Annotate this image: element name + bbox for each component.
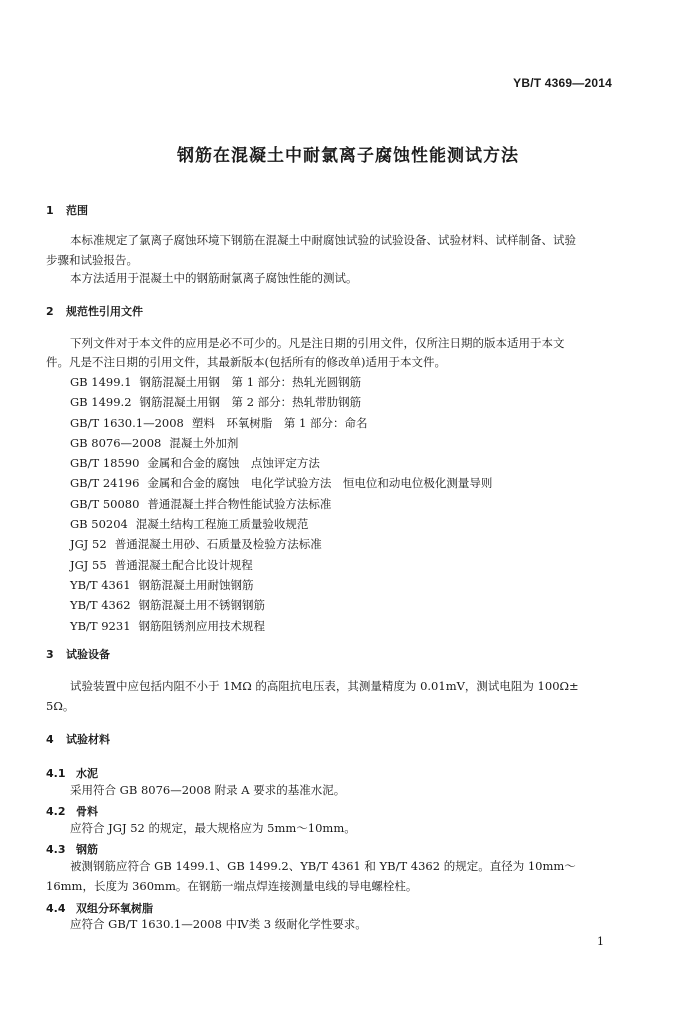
section-2-heading (46, 303, 143, 319)
section-2-intro-line-1: 下列文件对于本文件的应用是必不可少的。凡是注日期的引用文件，仅所注日期的版本适用于本文 (70, 336, 565, 350)
standard-code: YB/T 4369—2014 (513, 76, 612, 90)
reference-title: 普通混凝土用砂、石质量及检验方法标准 (114, 537, 322, 552)
reference-item (70, 616, 492, 636)
reference-item (70, 453, 492, 473)
subsection-4-1-text: 采用符合 GB 8076—2008 附录 A 要求的基准水泥。 (70, 783, 346, 797)
reference-code: GB/T 24196 (70, 476, 140, 491)
subsection-number: 4.4 (46, 902, 66, 915)
reference-title: 普通混凝土拌合物性能试验方法标准 (147, 496, 332, 511)
reference-item (70, 494, 492, 514)
document-title: 钢筋在混凝土中耐氯离子腐蚀性能测试方法 (177, 146, 519, 166)
subsection-4-3-text-line-2: 16mm，长度为 360mm。在钢筋一端点焊连接测量电线的导电螺栓柱。 (46, 879, 418, 893)
reference-title: 钢筋阻锈剂应用技术规程 (138, 618, 266, 633)
subsection-4-3-text-line-1: 被测钢筋应符合 GB 1499.1、GB 1499.2、YB/T 4361 和 YB/T 4362 的规定。直径为 10mm～ (70, 859, 576, 873)
subsection-title: 骨料 (76, 805, 98, 818)
reference-title: 金属和合金的腐蚀 点蚀评定方法 (147, 456, 320, 471)
reference-title: 金属和合金的腐蚀 电化学试验方法 恒电位和动电位极化测量导则 (147, 476, 493, 491)
reference-item (70, 555, 492, 575)
reference-item (70, 534, 492, 554)
reference-code: YB/T 9231 (70, 618, 131, 633)
reference-title: 钢筋混凝土用不锈钢钢筋 (138, 598, 266, 613)
reference-code: YB/T 4361 (70, 577, 131, 592)
section-title: 试验材料 (66, 733, 110, 746)
section-3-para-line-1: 试验装置中应包括内阻不小于 1MΩ 的高阻抗电压表，其测量精度为 0.01mV，测试电阻为 100Ω± (70, 679, 579, 693)
reference-item (70, 595, 492, 615)
subsection-title: 水泥 (76, 767, 98, 780)
section-1-para-2: 本方法适用于混凝土中的钢筋耐氯离子腐蚀性能的测试。 (70, 271, 358, 285)
section-number: 2 (46, 305, 54, 318)
reference-item (70, 392, 492, 412)
subsection-4-2-heading (46, 803, 98, 819)
subsection-number: 4.1 (46, 767, 66, 780)
reference-code: GB 1499.1 (70, 375, 132, 389)
reference-title: 钢筋混凝土用钢 第 1 部分：热轧光圆钢筋 (139, 375, 362, 389)
subsection-4-1-heading (46, 765, 98, 781)
reference-code: GB 1499.2 (70, 395, 132, 410)
section-number: 1 (46, 204, 54, 217)
reference-item (70, 514, 492, 534)
reference-code: GB/T 1630.1—2008 (70, 415, 184, 430)
reference-item (70, 372, 492, 392)
section-title: 规范性引用文件 (66, 305, 143, 318)
section-3-heading (46, 646, 110, 662)
reference-code: YB/T 4362 (70, 598, 131, 613)
section-1-para-1-line-1: 本标准规定了氯离子腐蚀环境下钢筋在混凝土中耐腐蚀试验的试验设备、试验材料、试样制备、试验 (70, 233, 576, 247)
section-3-para-line-2: 5Ω。 (46, 699, 75, 713)
subsection-4-2-text: 应符合 JGJ 52 的规定，最大规格应为 5mm～10mm。 (70, 821, 356, 835)
section-2-intro-line-2: 件。凡是不注日期的引用文件，其最新版本(包括所有的修改单)适用于本文件。 (46, 355, 446, 369)
reference-item (70, 473, 492, 493)
section-number: 4 (46, 733, 54, 746)
subsection-number: 4.2 (46, 805, 66, 818)
subsection-title: 双组分环氧树脂 (76, 902, 153, 915)
reference-item (70, 413, 492, 433)
subsection-4-3-heading (46, 841, 98, 857)
subsection-title: 钢筋 (76, 843, 98, 856)
subsection-4-4-text: 应符合 GB/T 1630.1—2008 中Ⅳ类 3 级耐化学性要求。 (70, 917, 367, 931)
reference-code: GB/T 50080 (70, 496, 140, 511)
reference-title: 普通混凝土配合比设计规程 (114, 557, 253, 572)
section-number: 3 (46, 648, 54, 661)
reference-title: 混凝土结构工程施工质量验收规范 (135, 517, 309, 532)
section-title: 试验设备 (66, 648, 110, 661)
section-1-heading (46, 202, 88, 218)
reference-code: GB 8076—2008 (70, 435, 162, 450)
section-4-heading (46, 731, 110, 747)
reference-item (70, 575, 492, 595)
reference-code: GB 50204 (70, 517, 128, 532)
reference-item (70, 433, 492, 453)
section-title: 范围 (66, 204, 88, 217)
section-1-para-1-line-2: 步骤和试验报告。 (46, 253, 138, 267)
reference-code: JGJ 55 (70, 557, 107, 572)
reference-title: 混凝土外加剂 (169, 435, 239, 450)
reference-title: 钢筋混凝土用钢 第 2 部分：热轧带肋钢筋 (139, 395, 362, 410)
subsection-number: 4.3 (46, 843, 66, 856)
reference-list (70, 372, 492, 636)
reference-title: 钢筋混凝土用耐蚀钢筋 (138, 577, 254, 592)
page-number: 1 (597, 935, 604, 948)
reference-code: JGJ 52 (70, 537, 107, 552)
reference-title: 塑料 环氧树脂 第 1 部分：命名 (191, 415, 368, 430)
reference-code: GB/T 18590 (70, 456, 140, 471)
